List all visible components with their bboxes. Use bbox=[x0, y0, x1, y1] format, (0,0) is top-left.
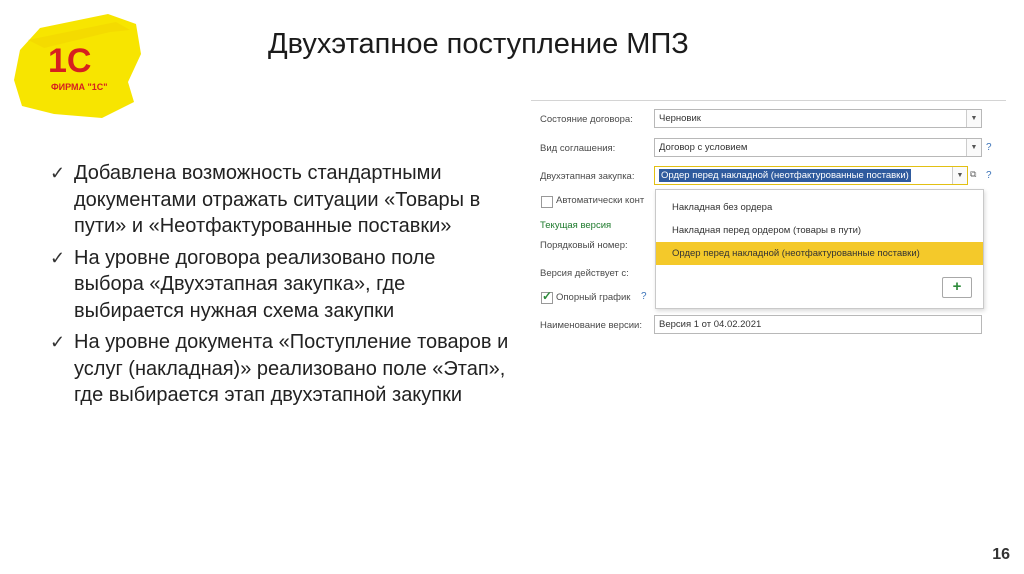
panel-divider bbox=[531, 100, 1006, 101]
reference-schedule-label: Опорный график bbox=[556, 292, 631, 303]
dropdown-option-selected[interactable]: Ордер перед накладной (неотфактурованные поставки) bbox=[656, 242, 983, 265]
bullet-item bbox=[50, 160, 510, 240]
bullet-text: Добавлена возможность стандартными документами отражать ситуации «Товары в пути» и «Неотфактурованные поставки» bbox=[74, 162, 481, 237]
contract-state-value: Черновик bbox=[659, 113, 701, 124]
1c-logo bbox=[10, 10, 144, 122]
auto-control-label: Автоматически конт bbox=[556, 195, 645, 206]
open-icon[interactable]: ⧉ bbox=[970, 169, 977, 179]
agreement-type-value: Договор с условием bbox=[659, 142, 748, 153]
version-valid-from-label: Версия действует с: bbox=[540, 268, 629, 279]
svg-text:1С: 1С bbox=[48, 42, 92, 80]
check-bullet-icon: ✓ bbox=[50, 332, 66, 352]
agreement-type-field[interactable] bbox=[654, 138, 982, 157]
contract-state-field[interactable] bbox=[654, 109, 982, 128]
dropdown-arrow-icon[interactable]: ▼ bbox=[952, 167, 967, 184]
version-name-value: Версия 1 от 04.02.2021 bbox=[659, 319, 762, 330]
checkbox-icon: ✓ bbox=[542, 289, 553, 303]
slide-title: Двухэтапное поступление МПЗ bbox=[268, 28, 689, 60]
svg-text:ФИРМА "1С": ФИРМА "1С" bbox=[51, 82, 108, 92]
bullet-text: На уровне договора реализовано поле выбора «Двухэтапная закупка», где выбирается нужная схема закупки bbox=[74, 246, 436, 322]
help-icon[interactable]: ? bbox=[986, 170, 992, 181]
two-stage-purchase-label: Двухэтапная закупка: bbox=[540, 171, 635, 182]
ordinal-number-label: Порядковый номер: bbox=[540, 240, 628, 251]
two-stage-purchase-field[interactable] bbox=[654, 166, 968, 185]
agreement-type-label: Вид соглашения: bbox=[540, 143, 616, 154]
current-version-label: Текущая версия bbox=[540, 220, 612, 231]
help-icon[interactable]: ? bbox=[986, 142, 992, 153]
bullet-item bbox=[50, 245, 510, 325]
auto-control-checkbox[interactable] bbox=[541, 196, 553, 208]
version-name-label: Наименование версии: bbox=[540, 320, 643, 331]
dropdown-arrow-icon[interactable]: ▼ bbox=[966, 139, 981, 156]
version-name-field[interactable] bbox=[654, 315, 982, 334]
bullet-list bbox=[50, 160, 510, 414]
page-number: 16 bbox=[992, 546, 1010, 563]
two-stage-dropdown-list bbox=[655, 189, 984, 309]
bullet-item bbox=[50, 329, 510, 409]
dropdown-option[interactable]: Накладная перед ордером (товары в пути) bbox=[672, 225, 862, 236]
dropdown-arrow-icon[interactable]: ▼ bbox=[966, 110, 981, 127]
two-stage-purchase-value: Ордер перед накладной (неотфактурованные поставки) bbox=[661, 170, 909, 181]
check-bullet-icon: ✓ bbox=[50, 247, 66, 268]
check-bullet-icon: ✓ bbox=[50, 163, 66, 183]
reference-schedule-checkbox[interactable] bbox=[541, 289, 553, 304]
bullet-text: На уровне документа «Поступление товаров и услуг (накладная)» реализовано поле «Этап», где выбирается этап двухэтапной закупки bbox=[74, 331, 509, 406]
contract-state-label: Состояние договора: bbox=[540, 114, 633, 125]
add-button[interactable]: + bbox=[942, 277, 972, 298]
dropdown-option[interactable]: Накладная без ордера bbox=[672, 202, 773, 213]
help-icon[interactable]: ? bbox=[641, 291, 647, 302]
